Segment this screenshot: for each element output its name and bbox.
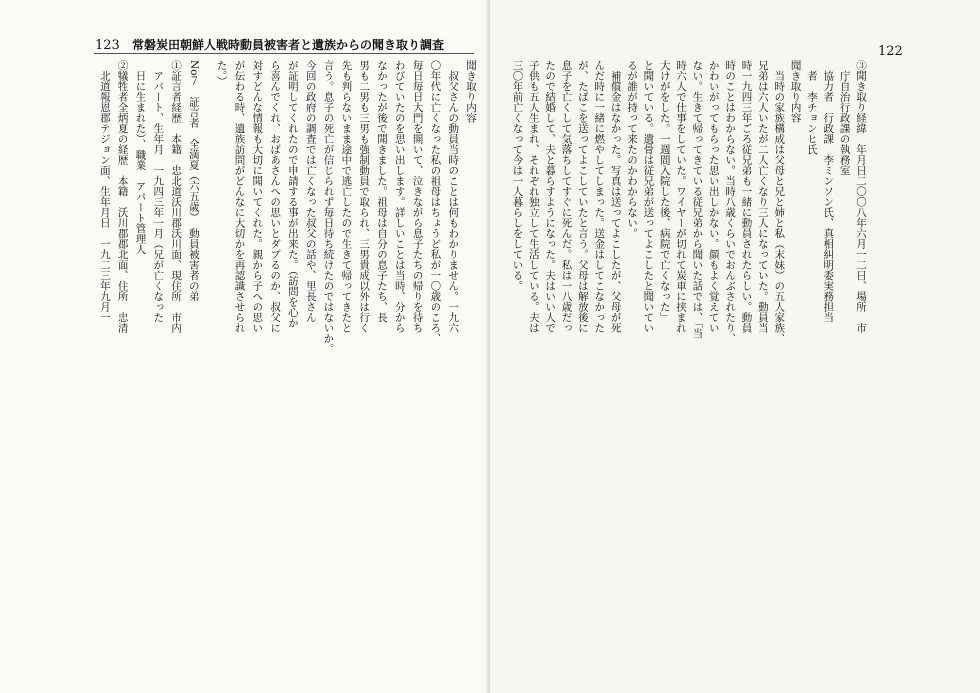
text-column: が、たばこを送ってよこしていたと言う。父母は解放後に [576, 60, 589, 333]
text-column: なかったが後で聞きました。祖母は自分の息子たち、長 [375, 60, 388, 323]
text-column: 今回の政府の調査では亡くなった叔父の話や、里長さん [304, 60, 317, 323]
left-page-text [96, 60, 480, 670]
text-column: が証明してくれたので申請する事が出来た。（訪問を心か [286, 60, 299, 328]
text-column: 日に生まれた）、職業 アパート管理人 [134, 60, 147, 255]
text-column: るが誰が持って来たのかわからない。 [625, 60, 638, 239]
text-column: 聞き取り内容 [789, 60, 802, 123]
text-column: たので結婚して、夫と暮らすようになった。夫はいい人で [544, 60, 557, 333]
text-column: ①証言者経歴 本籍 忠北道沃川郡沃川面、現住所 市内 [170, 60, 183, 333]
text-column: No７ 証言者 全満夏（六五歳） 動員被害者の弟 [187, 60, 200, 302]
text-column: 庁自治行政課の執務室 [838, 60, 851, 176]
text-column: 時のことはわからない。当時八歳くらいでおんぶされたり、 [724, 60, 737, 344]
text-column: 者 李チョンヒ氏 [805, 60, 818, 155]
text-column: が伝わる時、遺族訪問がどんなに大切かを再認識させられ [233, 60, 246, 333]
text-column: ない。生きて帰ってきている従兄弟から聞いた話では、「当 [691, 60, 704, 339]
text-column: 叔父さんの動員当時のことは何もわかりません。一九六 [447, 60, 460, 333]
text-column: 協力者 行政課 李ミンソン氏、真相糾明委実務担当 [822, 60, 835, 323]
text-column: アパート、生年月 一九四三年一月（兄が亡くなった [152, 60, 165, 323]
text-column: 三〇年前亡くなって今は一人暮らしをしている。 [511, 60, 524, 291]
text-column: 対すどんな情報も大切に聞いてくれた。親から子への思い [251, 60, 264, 333]
text-column: 北道報恩郡テジョン面、生年月日 一九二三年九月一 [98, 60, 111, 323]
text-column: ③聞き取り経緯 年月日二〇〇八年六月一二日、場所 市 [855, 60, 867, 333]
text-column: 毎日毎日大門を開いて、泣きながら息子たちの帰りを待ち [411, 60, 424, 333]
text-column: 大けがをした。一週間入院した後、病院で亡くなった」 [658, 60, 671, 323]
right-page [490, 0, 980, 693]
left-page-number: 123 [95, 38, 120, 53]
text-column: かわいがってもらった思い出しかない。顔もよく覚えてい [707, 60, 720, 333]
text-column: 時一九四三年ごろ従兄弟も一緒に動員されたらしい。動員 [740, 60, 753, 333]
text-column: 当時の家族構成は父母と兄と姉と私（末妹）の五人家族、 [773, 60, 786, 344]
text-column: 時六人で仕事をしていた。ワイヤーが切れて炭車に挟まれ [675, 60, 688, 333]
text-column: 子供も五人生まれ、それぞれ独立して生活している。夫は [527, 60, 540, 333]
left-page-header [95, 36, 444, 53]
text-column [203, 60, 213, 660]
text-column: 先も判らないまま途中で逃亡したので生きて帰ってきたと [340, 60, 353, 333]
text-column: ②犠牲者全炳夏の経歴 本籍 沃川郡郡北面、住所 忠清 [116, 60, 129, 333]
text-column: た。） [215, 60, 228, 87]
text-column: 兄弟は六人いたが二人亡くなり三人になっていた。動員当 [756, 60, 769, 333]
running-title: 常磐炭田朝鮮人戦時動員被害者と遺族からの聞き取り調査 [132, 38, 445, 52]
text-column: 補償金はなかった。写真は送ってよこしたが、父母が死 [609, 60, 622, 333]
header-rule [94, 53, 474, 54]
right-page-text [510, 60, 870, 670]
text-column: 男も二男も三男も強制動員で取られ、三男貴成以外は行く [358, 60, 371, 333]
text-column: 聞き取り内容 [465, 60, 477, 123]
text-column: 息子を亡くして気落ちしてすぐに死んだ。私は一八歳だっ [560, 60, 573, 333]
text-column: わびていたのを思い出します。詳しいことは当時、分から [393, 60, 406, 333]
right-page-number: 122 [878, 44, 903, 59]
text-column: ら喜んでくれ、おばあさんへの思いとダブるのか、叔父に [269, 60, 282, 333]
text-column: と聞いている。遺骨は従兄弟が送ってよこしたと聞いてい [642, 60, 655, 333]
text-column: んだ時に一緒に燃やしてしまった。送金はしてこなかった [593, 60, 606, 333]
text-column: 言う。息子の死亡が信じられず毎日待ち続けたのではないか。 [322, 60, 335, 354]
text-column: 〇年代に亡くなった私の祖母はちょうど私が一〇歳のころ、 [429, 60, 442, 344]
